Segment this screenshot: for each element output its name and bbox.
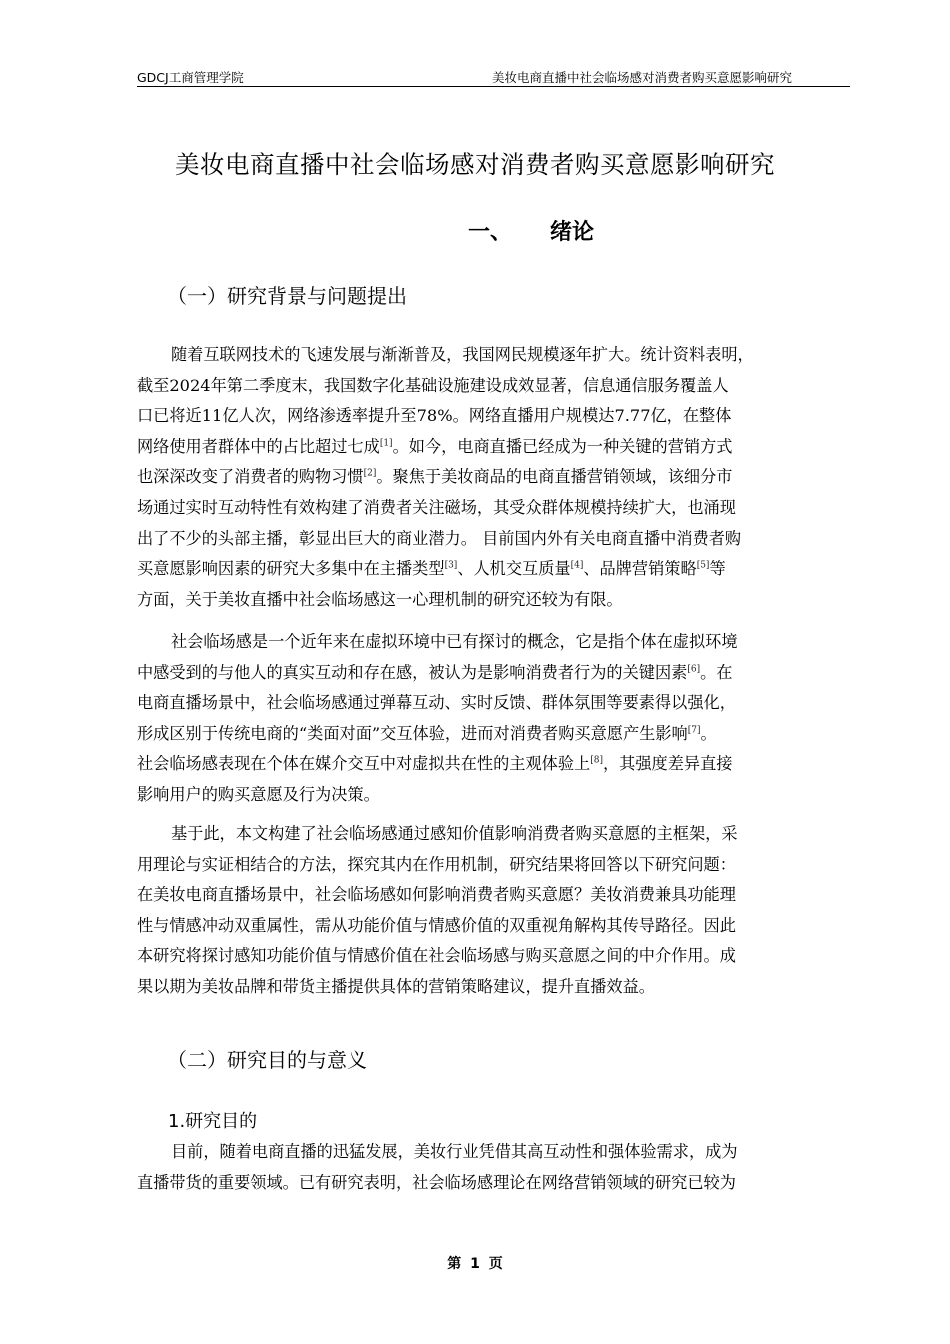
subsection-heading: 1.研究目的 xyxy=(168,1111,258,1132)
section-heading-background: （一）研究背景与问题提出 xyxy=(167,284,407,308)
text-line: 在美妆电商直播场景中，社会临场感如何影响消费者购买意愿？美妆消费兼具功能理 xyxy=(137,885,736,905)
citation: [5] xyxy=(696,560,710,571)
citation: [7] xyxy=(687,725,701,736)
chapter-number: 一、 xyxy=(468,220,513,245)
text-line: 网络使用者群体中的占比超过七成[1]。如今，电商直播已经成为一种关键的营销方式 xyxy=(137,436,733,456)
page-number: 第 1 页 xyxy=(447,1256,503,1272)
text-line: 用理论与实证相结合的方法，探究其内在作用机制，研究结果将回答以下研究问题： xyxy=(137,854,736,874)
citation: [4] xyxy=(570,560,584,571)
paragraph-background-1 xyxy=(137,340,850,615)
document-title: 美妆电商直播中社会临场感对消费者购买意愿影响研究 xyxy=(175,150,775,179)
text-line: 社会临场感表现在个体在媒介交互中对虚拟共在性的主观体验上[8]，其强度差异直接 xyxy=(137,754,733,774)
header-doc-title: 美妆电商直播中社会临场感对消费者购买意愿影响研究 xyxy=(491,70,792,85)
text-line: 社会临场感是一个近年来在虚拟环境中已有探讨的概念，它是指个体在虚拟环境 xyxy=(171,632,738,651)
text-line: 影响用户的购买意愿及行为决策。 xyxy=(137,784,380,804)
citation: [3] xyxy=(444,560,458,571)
text-line: 出了不少的头部主播，彰显出巨大的商业潜力。 目前国内外有关电商直播中消费者购 xyxy=(137,528,742,548)
text-line: 基于此，本文构建了社会临场感通过感知价值影响消费者购买意愿的主框架，采 xyxy=(171,824,738,843)
text-line: 截至2024年第二季度末，我国数字化基础设施建设成效显著，信息通信服务覆盖人 xyxy=(137,375,729,395)
text-line: 也深深改变了消费者的购物习惯[2]。聚焦于美妆商品的电商直播营销领域，该细分市 xyxy=(137,467,733,487)
citation: [8] xyxy=(590,755,603,766)
page-header xyxy=(137,66,850,87)
text-line: 中感受到的与他人的真实互动和存在感，被认为是影响消费者行为的关键因素[6]。在 xyxy=(137,662,733,682)
paragraph-purpose xyxy=(137,1137,850,1198)
text-line: 目前，随着电商直播的迅猛发展，美妆行业凭借其高互动性和强体验需求，成为 xyxy=(171,1142,738,1161)
text-line: 场通过实时互动特性有效构建了消费者关注磁场，其受众群体规模持续扩大，也涌现 xyxy=(137,497,736,517)
text-line: 直播带货的重要领域。已有研究表明，社会临场感理论在网络营销领域的研究已较为 xyxy=(137,1172,736,1192)
citation: [2] xyxy=(363,468,377,479)
text-line: 口已将近11亿人次，网络渗透率提升至78%。网络直播用户规模达7.77亿，在整体 xyxy=(137,406,732,426)
paragraph-background-2 xyxy=(137,627,850,811)
text-line: 本研究将探讨感知功能价值与情感价值在社会临场感与购买意愿之间的中介作用。成 xyxy=(137,946,736,966)
text-line: 形成区别于传统电商的“类面对面”交互体验，进而对消费者购买意愿产生影响[7]。 xyxy=(137,723,717,743)
paragraph-background-3 xyxy=(137,819,850,1003)
text-line: 果以期为美妆品牌和带货主播提供具体的营销策略建议，提升直播效益。 xyxy=(137,976,655,996)
text-line: 买意愿影响因素的研究大多集中在主播类型[3]、人机交互质量[4]、品牌营销策略[5]等 xyxy=(137,559,726,579)
text-line: 电商直播场景中，社会临场感通过弹幕互动、实时反馈、群体氛围等要素得以强化， xyxy=(137,693,736,713)
text-line: 方面，关于美妆直播中社会临场感这一心理机制的研究还较为有限。 xyxy=(137,589,623,609)
section-heading-purpose: （二）研究目的与意义 xyxy=(167,1048,367,1072)
header-school: GDCJ工商管理学院 xyxy=(137,70,244,85)
text-line: 性与情感冲动双重属性，需从功能价值与情感价值的双重视角解构其传导路径。因此 xyxy=(137,915,736,935)
chapter-heading xyxy=(468,215,594,246)
citation: [6] xyxy=(687,664,701,675)
citation: [1] xyxy=(379,438,393,449)
text-line: 随着互联网技术的飞速发展与渐渐普及，我国网民规模逐年扩大。统计资料表明， xyxy=(171,345,754,364)
chapter-title: 绪论 xyxy=(550,220,595,245)
